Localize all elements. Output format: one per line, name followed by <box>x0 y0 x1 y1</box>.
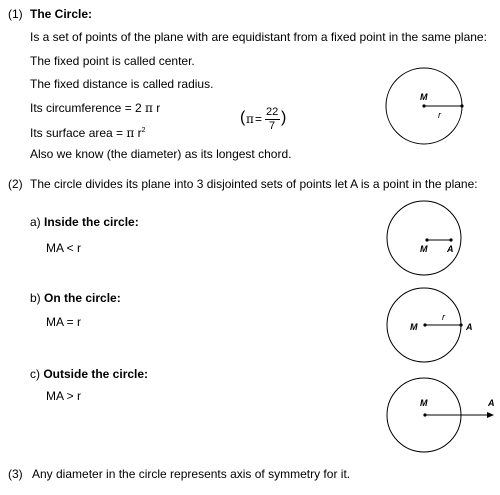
figure-a-center-dot <box>425 238 428 241</box>
figure-inside <box>387 201 461 275</box>
figure-a-point-dot <box>449 238 452 241</box>
figure-a-point-label: A <box>447 244 454 254</box>
figure-1-center-dot <box>422 104 425 107</box>
figure-1-radius-label: r <box>438 110 441 120</box>
figure-a-circle <box>387 201 461 275</box>
section-2-text: The circle divides its plane into 3 disjointed sets of points let A is a point in the plane: <box>30 177 478 191</box>
figure-1-center-label: M <box>420 92 428 102</box>
figure-b-point-dot <box>459 323 462 326</box>
circumference-formula: Its circumference = 2 π r <box>30 101 161 115</box>
case-c-label: c) Outside the circle: <box>30 367 149 381</box>
figure-c-arrow-head <box>487 412 494 418</box>
center-definition: The fixed point is called center. <box>30 54 195 68</box>
figure-b-center-dot <box>423 323 426 326</box>
figure-circle-radius <box>386 68 464 144</box>
case-a-relation: MA < r <box>46 241 82 255</box>
case-a-label: a) Inside the circle: <box>30 215 139 229</box>
section-2-number: (2) <box>8 177 23 191</box>
section-3-text: Any diameter in the circle represents axis of symmetry for it. <box>32 467 351 481</box>
figure-c-center-label: M <box>420 398 428 408</box>
figure-c-center-dot <box>423 413 426 416</box>
section-3-number: (3) <box>8 467 23 481</box>
case-b-relation: MA = r <box>46 315 82 329</box>
figure-b-center-label: M <box>410 322 418 332</box>
figure-b-radius-label: r <box>442 312 445 322</box>
figure-outside <box>387 378 495 452</box>
figure-on <box>387 288 473 362</box>
section-1-title: The Circle: <box>30 7 93 21</box>
figure-b-point-label: A <box>466 322 473 332</box>
area-formula: Its surface area = π $r^2$ <box>30 126 146 140</box>
figure-1-edge-dot <box>460 104 463 107</box>
section-1-number: (1) <box>8 7 23 21</box>
case-c-relation: MA > r <box>46 389 82 403</box>
case-b-label: b) On the circle: <box>30 291 121 305</box>
diameter-note: Also we know (the diameter) as its longest chord. <box>30 147 292 161</box>
figure-a-center-label: M <box>420 244 428 254</box>
pi-value-note: ( π = 22 7 ) <box>240 106 287 132</box>
radius-definition: The fixed distance is called radius. <box>30 77 214 91</box>
figure-c-point-label: A <box>488 398 495 408</box>
circle-definition: Is a set of points of the plane with are equidistant from a fixed point in the same plane: <box>30 30 487 44</box>
